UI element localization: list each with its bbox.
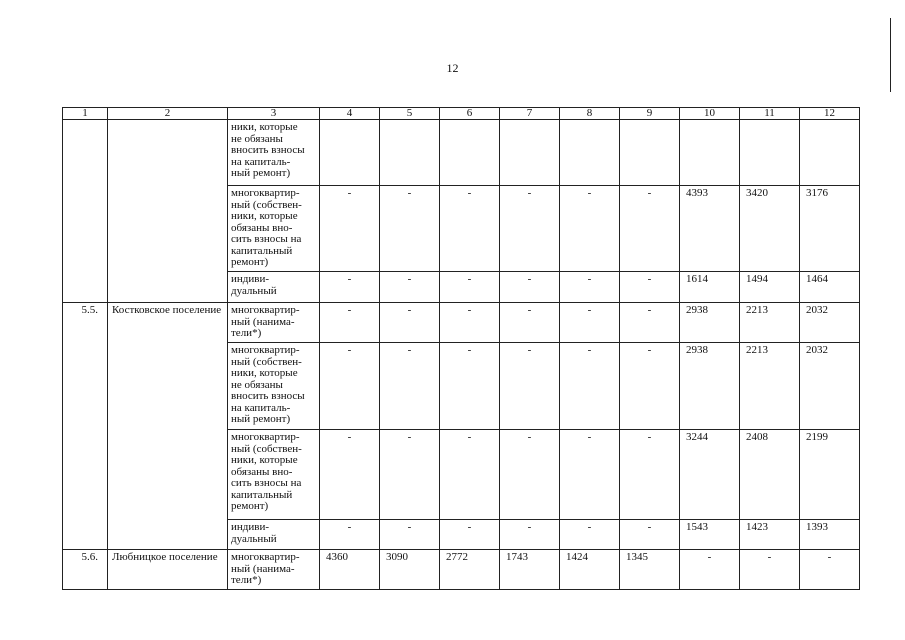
value-cell-col-6 [440, 120, 500, 186]
value-cell-col-5: 3090 [380, 550, 440, 590]
value-cell-col-6: - [440, 186, 500, 272]
value-cell-col-9: - [620, 272, 680, 303]
value-cell-col-11: 3420 [740, 186, 800, 272]
housing-type: индиви- дуальный [228, 272, 320, 303]
column-number-6: 6 [440, 108, 500, 120]
value-cell-col-5: - [380, 520, 440, 550]
housing-type: ники, которые не обязаны вносить взносы на капиталь- ный ремонт) [228, 120, 320, 186]
value-cell-col-7: - [500, 343, 560, 430]
value-cell-col-8: - [560, 303, 620, 343]
column-number-row [63, 108, 860, 120]
value-cell-col-10: 2938 [680, 343, 740, 430]
column-number-10: 10 [680, 108, 740, 120]
column-number-8: 8 [560, 108, 620, 120]
value-cell-col-10: - [680, 550, 740, 590]
settlement-name [108, 120, 228, 303]
housing-type: многоквартир- ный (собствен- ники, которые не обязаны вносить взносы на капиталь- ный ремонт) [228, 343, 320, 430]
value-cell-col-8 [560, 120, 620, 186]
value-cell-col-9: - [620, 343, 680, 430]
housing-type: многоквартир- ный (собствен- ники, которые обязаны вно- сить взносы на капитальный ремонт) [228, 430, 320, 520]
column-number-5: 5 [380, 108, 440, 120]
value-cell-col-10: 2938 [680, 303, 740, 343]
value-cell-col-4: - [320, 272, 380, 303]
page-number: 12 [446, 61, 459, 75]
column-number-11: 11 [740, 108, 800, 120]
value-cell-col-5: - [380, 343, 440, 430]
value-cell-col-7: - [500, 186, 560, 272]
column-number-1: 1 [63, 108, 108, 120]
value-cell-col-12: - [800, 550, 860, 590]
value-cell-col-10: 1543 [680, 520, 740, 550]
value-cell-col-10 [680, 120, 740, 186]
value-cell-col-4: - [320, 520, 380, 550]
value-cell-col-8: 1424 [560, 550, 620, 590]
settlement-name: Любницкое поселение [108, 550, 228, 590]
value-cell-col-5: - [380, 186, 440, 272]
housing-type: многоквартир- ный (нанима- тели*) [228, 550, 320, 590]
value-cell-col-6: - [440, 520, 500, 550]
value-cell-col-5: - [380, 272, 440, 303]
value-cell-col-11: - [740, 550, 800, 590]
value-cell-col-9: - [620, 186, 680, 272]
value-cell-col-8: - [560, 343, 620, 430]
value-cell-col-12: 1464 [800, 272, 860, 303]
value-cell-col-6: - [440, 272, 500, 303]
tariff-table [62, 107, 860, 590]
value-cell-col-8: - [560, 520, 620, 550]
value-cell-col-4: - [320, 430, 380, 520]
value-cell-col-12: 2199 [800, 430, 860, 520]
table-row [63, 550, 860, 590]
scan-edge-mark [890, 18, 891, 92]
value-cell-col-8: - [560, 186, 620, 272]
row-number: 5.5. [63, 303, 108, 550]
housing-type: многоквартир- ный (нанима- тели*) [228, 303, 320, 343]
column-number-3: 3 [228, 108, 320, 120]
value-cell-col-5 [380, 120, 440, 186]
table-row [63, 303, 860, 343]
value-cell-col-11: 1423 [740, 520, 800, 550]
value-cell-col-8: - [560, 430, 620, 520]
value-cell-col-11: 1494 [740, 272, 800, 303]
value-cell-col-4: - [320, 343, 380, 430]
value-cell-col-9 [620, 120, 680, 186]
column-number-12: 12 [800, 108, 860, 120]
value-cell-col-10: 4393 [680, 186, 740, 272]
value-cell-col-4 [320, 120, 380, 186]
column-number-7: 7 [500, 108, 560, 120]
value-cell-col-5: - [380, 303, 440, 343]
value-cell-col-6: - [440, 303, 500, 343]
value-cell-col-7: - [500, 520, 560, 550]
value-cell-col-7: - [500, 430, 560, 520]
value-cell-col-7: - [500, 272, 560, 303]
value-cell-col-6: - [440, 430, 500, 520]
value-cell-col-7: 1743 [500, 550, 560, 590]
value-cell-col-9: - [620, 430, 680, 520]
value-cell-col-9: 1345 [620, 550, 680, 590]
column-number-4: 4 [320, 108, 380, 120]
value-cell-col-4: - [320, 186, 380, 272]
value-cell-col-11 [740, 120, 800, 186]
row-number: 5.6. [63, 550, 108, 590]
value-cell-col-11: 2213 [740, 303, 800, 343]
value-cell-col-11: 2213 [740, 343, 800, 430]
row-number [63, 120, 108, 303]
value-cell-col-4: - [320, 303, 380, 343]
housing-type: индиви- дуальный [228, 520, 320, 550]
value-cell-col-4: 4360 [320, 550, 380, 590]
value-cell-col-8: - [560, 272, 620, 303]
housing-type: многоквартир- ный (собствен- ники, которые обязаны вно- сить взносы на капитальный ремонт) [228, 186, 320, 272]
value-cell-col-7 [500, 120, 560, 186]
value-cell-col-12: 1393 [800, 520, 860, 550]
value-cell-col-6: 2772 [440, 550, 500, 590]
value-cell-col-9: - [620, 303, 680, 343]
value-cell-col-9: - [620, 520, 680, 550]
value-cell-col-10: 1614 [680, 272, 740, 303]
value-cell-col-7: - [500, 303, 560, 343]
column-number-2: 2 [108, 108, 228, 120]
value-cell-col-12: 2032 [800, 303, 860, 343]
value-cell-col-11: 2408 [740, 430, 800, 520]
settlement-name: Костковское поселение [108, 303, 228, 550]
value-cell-col-12 [800, 120, 860, 186]
table-row [63, 120, 860, 186]
value-cell-col-12: 2032 [800, 343, 860, 430]
value-cell-col-12: 3176 [800, 186, 860, 272]
value-cell-col-5: - [380, 430, 440, 520]
value-cell-col-6: - [440, 343, 500, 430]
column-number-9: 9 [620, 108, 680, 120]
value-cell-col-10: 3244 [680, 430, 740, 520]
